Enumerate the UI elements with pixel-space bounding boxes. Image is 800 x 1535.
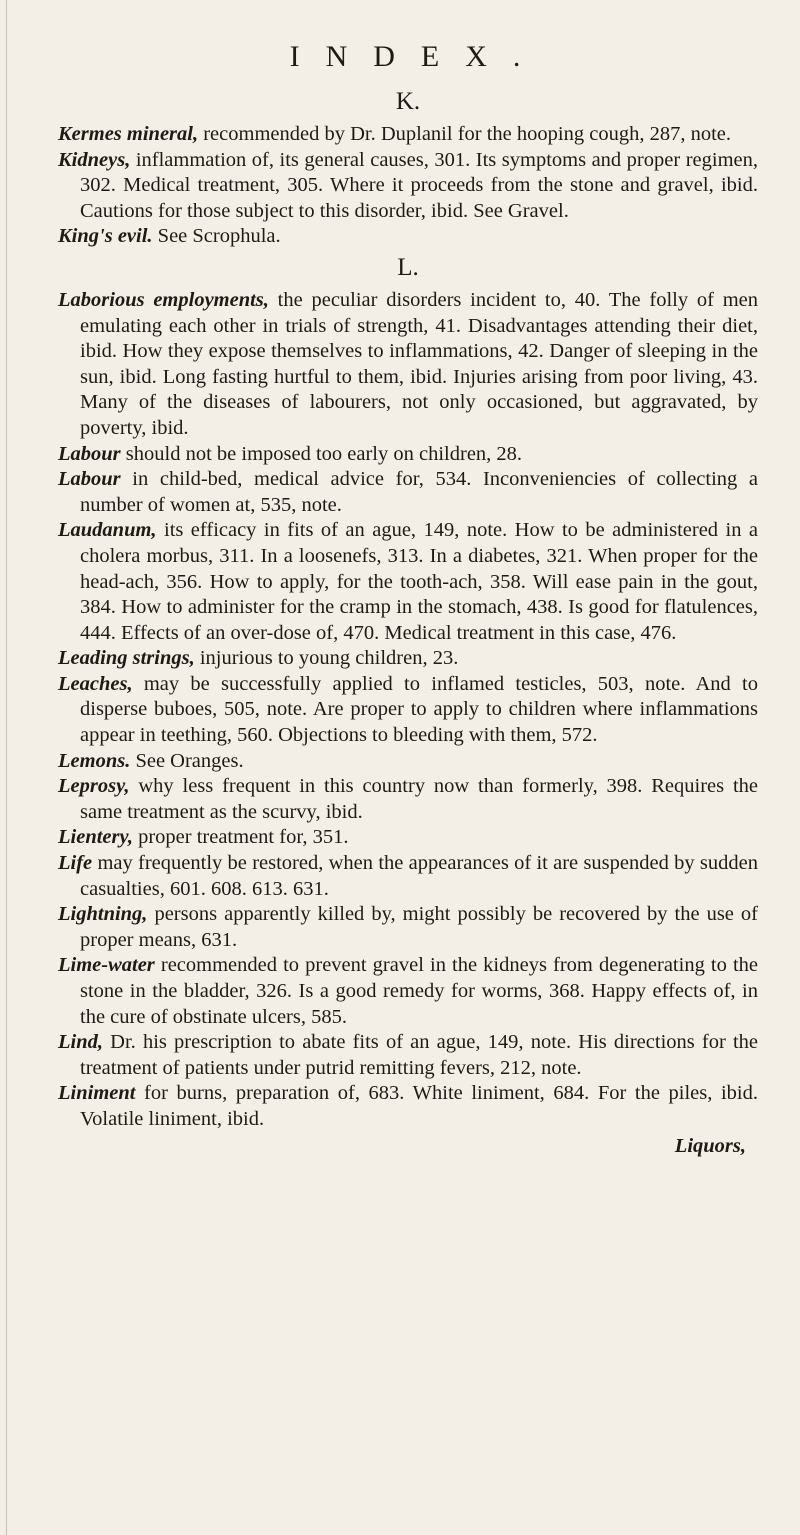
entry-term: Life [58, 852, 93, 875]
index-entry [58, 825, 758, 851]
catchword: Liquors, [674, 1134, 746, 1157]
entry-text: See Oranges. [130, 749, 244, 772]
index-entry [58, 672, 758, 749]
entry-term: Lightning, [58, 903, 148, 926]
entry-text: persons apparently killed by, might possibly be recovered by the use of proper means, 631. [80, 903, 758, 951]
index-entry [58, 518, 758, 646]
index-page [58, 40, 758, 1158]
index-entry [58, 774, 758, 825]
entry-text: its efficacy in fits of an ague, 149, note. How to be administered in a cholera morbus, 311. In a loosenefs, 313. In a diabetes, 321. When proper for the head-ach, 356. How to apply, for the tooth-ach, 358. Will ease pain in the gout, 384. How to administer for the cramp in the stomach, 438. Is good for flatulences, 444. Effects of an over-dose of, 470. Medical treatment in this case, 476. [80, 519, 758, 644]
entry-text: proper treatment for, 351. [132, 826, 349, 849]
entry-term: King's evil. [58, 225, 153, 248]
running-head: INDEX. [289, 40, 547, 73]
entry-text: in child-bed, medical advice for, 534. Inconveniencies of collecting a number of women at, 535, note. [80, 468, 758, 516]
entry-term: Labour [58, 468, 121, 491]
index-entry [58, 288, 758, 442]
entry-term: Leprosy, [58, 775, 130, 798]
entry-term: Lind, [58, 1031, 103, 1054]
entry-text: for burns, preparation of, 683. White liniment, 684. For the piles, ibid. Volatile liniment, ibid. [80, 1082, 758, 1130]
entry-text: why less frequent in this country now than formerly, 398. Requires the same treatment as the scurvy, ibid. [80, 775, 758, 823]
index-sections [58, 88, 758, 1133]
index-entry [58, 467, 758, 518]
index-entry [58, 224, 758, 250]
entry-term: Kermes mineral, [58, 123, 199, 145]
entry-term: Labour [58, 442, 121, 465]
index-entry [58, 749, 758, 775]
entry-term: Leading strings, [58, 647, 195, 670]
entry-term: Leaches, [58, 672, 133, 695]
index-entry [58, 122, 758, 148]
section-letter: L. [397, 253, 419, 281]
entry-text: may frequently be restored, when the appearances of it are suspended by sudden casualties, 601. 608. 613. 631. [80, 852, 758, 900]
index-entry [58, 851, 758, 902]
entry-text: injurious to young children, 23. [194, 647, 459, 670]
index-entry [58, 953, 758, 1030]
entry-text: See Scrophula. [152, 225, 281, 248]
index-entry [58, 902, 758, 953]
entry-text: the peculiar disorders incident to, 40. The folly of men emulating each other in trials of strength, 41. Disadvantages attending their diet, ibid. How they expose themselves to inflammations, 42. Danger of sleeping in the sun, ibid. Long fasting hurtful to them, ibid. Injuries arising from poor living, 43. Many of the diseases of labourers, not only occasioned, but aggravated, by poverty, ibid. [80, 288, 758, 439]
index-entry [58, 1081, 758, 1132]
index-entry [58, 148, 758, 225]
index-entry [58, 646, 758, 672]
entry-term: Laudanum, [58, 519, 157, 542]
entry-term: Lime-water [58, 954, 155, 977]
index-entry [58, 1030, 758, 1081]
entry-term: Lientery, [58, 826, 133, 849]
entry-text: should not be imposed too early on children, 28. [120, 442, 523, 465]
entry-text: may be successfully applied to inflamed testicles, 503, note. And to disperse buboes, 505, note. Are proper to apply to children where inflammations appear in teething, 560. Objections to bleeding with them, 572. [80, 672, 758, 747]
section-letter: K. [395, 88, 421, 115]
entry-term: Liniment [58, 1082, 136, 1105]
entry-term: Laborious employments, [58, 288, 269, 311]
entry-term: Kidneys, [58, 148, 131, 171]
index-entry [58, 442, 758, 468]
entry-text: recommended to prevent gravel in the kidneys from degenerating to the stone in the bladder, 326. Is a good remedy for worms, 368. Happy effects of, in the cure of obstinate ulcers, 585. [80, 954, 758, 1028]
entry-text: recommended by Dr. Duplanil for the hooping cough, 287, note. [198, 123, 731, 145]
entry-text: Dr. his prescription to abate fits of an ague, 149, note. His directions for the treatment of patients under putrid remitting fevers, 212, note. [80, 1031, 758, 1079]
entry-term: Lemons. [58, 749, 131, 772]
page-edge [6, 0, 7, 1535]
entry-text: inflammation of, its general causes, 301. Its symptoms and proper regimen, 302. Medical treatment, 305. Where it proceeds from the stone and gravel, ibid. Cautions for those subject to this disorder, ibid. See Gravel. [80, 148, 758, 222]
